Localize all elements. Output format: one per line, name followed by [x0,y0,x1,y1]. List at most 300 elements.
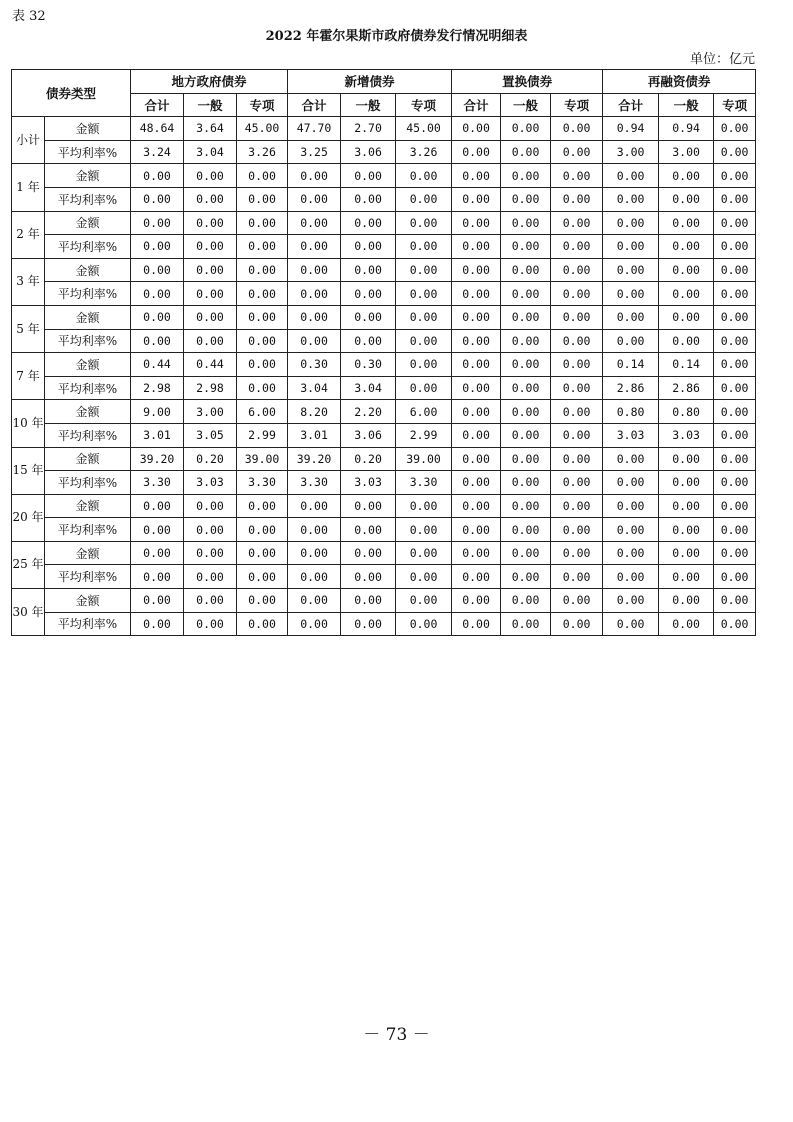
value-cell: 0.00 [551,612,603,636]
value-cell: 0.00 [603,447,659,471]
value-cell: 0.00 [452,235,501,259]
table-row [12,140,756,164]
value-cell: 0.00 [341,235,396,259]
value-cell: 0.00 [551,235,603,259]
value-cell: 2.86 [603,376,659,400]
subheader-cell: 一般 [341,93,396,117]
value-cell: 0.00 [131,518,184,542]
value-cell: 0.00 [452,376,501,400]
value-cell: 0.00 [452,471,501,495]
value-cell: 0.80 [603,400,659,424]
value-cell: 2.70 [341,117,396,141]
value-cell: 0.00 [131,235,184,259]
value-cell: 0.00 [288,258,341,282]
value-cell: 0.00 [184,518,237,542]
page-number: － 73 － [363,1025,430,1045]
value-cell: 0.94 [603,117,659,141]
value-cell: 0.00 [501,211,551,235]
value-cell: 0.00 [551,541,603,565]
value-cell: 0.00 [184,541,237,565]
value-cell: 6.00 [237,400,288,424]
metric-label: 平均利率% [45,187,131,211]
value-cell: 0.00 [714,282,756,306]
table-row [12,565,756,589]
value-cell: 47.70 [288,117,341,141]
value-cell: 0.00 [501,589,551,613]
value-cell: 0.00 [603,305,659,329]
value-cell: 0.00 [603,541,659,565]
value-cell: 0.00 [341,518,396,542]
subheader-cell: 合计 [452,93,501,117]
value-cell: 0.00 [659,329,714,353]
table-row [12,518,756,542]
value-cell: 0.00 [396,305,452,329]
value-cell: 0.00 [714,541,756,565]
value-cell: 0.00 [288,565,341,589]
period-label: 1 年 [12,164,45,211]
value-cell: 48.64 [131,117,184,141]
value-cell: 3.24 [131,140,184,164]
value-cell: 0.00 [131,612,184,636]
value-cell: 0.00 [341,589,396,613]
metric-label: 金额 [45,305,131,329]
value-cell: 3.05 [184,423,237,447]
value-cell: 0.00 [237,518,288,542]
value-cell: 0.00 [714,376,756,400]
table-row [12,258,756,282]
metric-label: 金额 [45,211,131,235]
value-cell: 9.00 [131,400,184,424]
value-cell: 0.00 [603,518,659,542]
metric-label: 平均利率% [45,565,131,589]
value-cell: 0.00 [551,376,603,400]
value-cell: 0.00 [396,353,452,377]
value-cell: 0.00 [452,140,501,164]
value-cell: 0.00 [714,117,756,141]
value-cell: 0.00 [551,187,603,211]
value-cell: 0.00 [501,494,551,518]
value-cell: 3.30 [288,471,341,495]
metric-label: 平均利率% [45,423,131,447]
period-label: 25 年 [12,541,45,588]
table-row [12,164,756,188]
value-cell: 0.00 [603,258,659,282]
value-cell: 0.00 [501,541,551,565]
value-cell: 0.00 [501,164,551,188]
value-cell: 0.00 [452,211,501,235]
value-cell: 0.00 [396,282,452,306]
value-cell: 0.44 [131,353,184,377]
value-cell: 3.26 [396,140,452,164]
value-cell: 3.64 [184,117,237,141]
value-cell: 0.00 [501,471,551,495]
value-cell: 0.00 [501,612,551,636]
value-cell: 0.00 [603,235,659,259]
value-cell: 0.00 [551,258,603,282]
value-cell: 0.00 [551,164,603,188]
table-row [12,211,756,235]
value-cell: 0.00 [659,471,714,495]
value-cell: 2.98 [131,376,184,400]
value-cell: 0.00 [452,400,501,424]
metric-label: 平均利率% [45,282,131,306]
value-cell: 0.00 [237,258,288,282]
value-cell: 39.00 [396,447,452,471]
value-cell: 0.00 [551,282,603,306]
value-cell: 0.00 [237,353,288,377]
value-cell: 0.00 [603,471,659,495]
value-cell: 0.00 [237,541,288,565]
value-cell: 3.04 [184,140,237,164]
value-cell: 0.00 [184,187,237,211]
table-row [12,471,756,495]
value-cell: 0.00 [341,258,396,282]
value-cell: 3.04 [288,376,341,400]
value-cell: 3.06 [341,140,396,164]
value-cell: 0.00 [396,258,452,282]
value-cell: 0.80 [659,400,714,424]
value-cell: 0.00 [551,471,603,495]
metric-label: 金额 [45,117,131,141]
value-cell: 0.00 [714,612,756,636]
value-cell: 6.00 [396,400,452,424]
value-cell: 0.00 [501,140,551,164]
value-cell: 2.20 [341,400,396,424]
value-cell: 3.30 [396,471,452,495]
value-cell: 0.00 [131,187,184,211]
value-cell: 0.00 [659,541,714,565]
value-cell: 0.00 [288,305,341,329]
value-cell: 0.00 [551,400,603,424]
value-cell: 0.00 [396,376,452,400]
value-cell: 0.00 [396,589,452,613]
value-cell: 0.00 [603,494,659,518]
value-cell: 0.00 [659,164,714,188]
value-cell: 0.00 [551,494,603,518]
value-cell: 0.00 [603,282,659,306]
value-cell: 0.00 [714,187,756,211]
value-cell: 0.00 [501,235,551,259]
table-row [12,447,756,471]
value-cell: 0.00 [341,282,396,306]
value-cell: 0.00 [452,423,501,447]
value-cell: 0.44 [184,353,237,377]
value-cell: 0.00 [288,235,341,259]
value-cell: 0.00 [714,353,756,377]
period-label: 3 年 [12,258,45,305]
value-cell: 3.03 [184,471,237,495]
period-label: 小计 [12,117,45,164]
value-cell: 0.00 [714,589,756,613]
value-cell: 0.20 [184,447,237,471]
value-cell: 0.00 [184,305,237,329]
value-cell: 0.00 [396,565,452,589]
value-cell: 0.00 [452,353,501,377]
value-cell: 0.00 [184,282,237,306]
value-cell: 0.00 [714,140,756,164]
value-cell: 0.00 [551,423,603,447]
value-cell: 0.00 [714,471,756,495]
table-row [12,305,756,329]
corner-header: 债券类型 [12,70,131,117]
value-cell: 0.00 [501,376,551,400]
subheader-cell: 一般 [184,93,237,117]
value-cell: 0.00 [237,305,288,329]
value-cell: 0.00 [452,565,501,589]
value-cell: 0.00 [452,187,501,211]
value-cell: 0.00 [288,541,341,565]
table-row [12,353,756,377]
period-label: 30 年 [12,589,45,636]
metric-label: 金额 [45,447,131,471]
group-header: 再融资债券 [603,70,756,94]
value-cell: 0.00 [288,164,341,188]
metric-label: 金额 [45,400,131,424]
value-cell: 0.00 [237,329,288,353]
value-cell: 0.00 [659,447,714,471]
value-cell: 3.25 [288,140,341,164]
value-cell: 3.00 [184,400,237,424]
value-cell: 0.00 [714,565,756,589]
value-cell: 0.00 [551,589,603,613]
value-cell: 0.00 [341,565,396,589]
subheader-cell: 合计 [288,93,341,117]
bond-issuance-table [11,69,756,636]
subheader-cell: 合计 [131,93,184,117]
value-cell: 0.00 [452,589,501,613]
metric-label: 金额 [45,164,131,188]
value-cell: 0.00 [396,541,452,565]
metric-label: 金额 [45,589,131,613]
value-cell: 0.00 [714,164,756,188]
value-cell: 0.14 [603,353,659,377]
value-cell: 0.00 [714,423,756,447]
value-cell: 0.00 [603,589,659,613]
table-row [12,494,756,518]
value-cell: 3.30 [237,471,288,495]
value-cell: 0.00 [184,258,237,282]
value-cell: 0.00 [396,329,452,353]
table-row [12,541,756,565]
value-cell: 0.00 [396,164,452,188]
value-cell: 0.00 [452,117,501,141]
value-cell: 0.00 [237,164,288,188]
value-cell: 39.20 [288,447,341,471]
value-cell: 0.00 [714,447,756,471]
value-cell: 0.00 [603,164,659,188]
value-cell: 3.01 [288,423,341,447]
subheader-cell: 合计 [603,93,659,117]
value-cell: 0.00 [237,211,288,235]
value-cell: 0.00 [237,187,288,211]
value-cell: 0.00 [288,589,341,613]
value-cell: 0.00 [501,565,551,589]
value-cell: 0.00 [501,305,551,329]
metric-label: 平均利率% [45,140,131,164]
value-cell: 0.00 [131,565,184,589]
value-cell: 0.00 [452,494,501,518]
metric-label: 平均利率% [45,235,131,259]
metric-label: 平均利率% [45,612,131,636]
subheader-cell: 专项 [396,93,452,117]
value-cell: 39.20 [131,447,184,471]
value-cell: 0.30 [288,353,341,377]
value-cell: 39.00 [237,447,288,471]
value-cell: 0.00 [603,187,659,211]
table-row [12,282,756,306]
value-cell: 3.03 [341,471,396,495]
value-cell: 3.06 [341,423,396,447]
value-cell: 0.00 [288,329,341,353]
value-cell: 0.00 [341,541,396,565]
table-number: 表 32 [12,9,46,24]
metric-label: 金额 [45,258,131,282]
value-cell: 45.00 [396,117,452,141]
value-cell: 0.00 [341,494,396,518]
value-cell: 0.00 [659,305,714,329]
value-cell: 2.99 [237,423,288,447]
value-cell: 0.00 [501,400,551,424]
period-label: 7 年 [12,353,45,400]
value-cell: 0.00 [131,282,184,306]
value-cell: 0.00 [714,494,756,518]
value-cell: 0.00 [341,329,396,353]
value-cell: 0.00 [341,187,396,211]
value-cell: 0.00 [714,329,756,353]
table-row [12,589,756,613]
value-cell: 0.00 [714,258,756,282]
value-cell: 0.00 [396,235,452,259]
value-cell: 0.00 [659,258,714,282]
value-cell: 0.00 [603,565,659,589]
value-cell: 0.00 [131,211,184,235]
document-title: 2022 年霍尔果斯市政府债券发行情况明细表 [265,29,528,44]
value-cell: 0.00 [714,518,756,542]
table-row [12,400,756,424]
value-cell: 0.00 [131,164,184,188]
value-cell: 0.00 [501,329,551,353]
value-cell: 0.00 [237,494,288,518]
value-cell: 2.86 [659,376,714,400]
value-cell: 0.00 [184,211,237,235]
value-cell: 3.04 [341,376,396,400]
value-cell: 0.00 [501,518,551,542]
value-cell: 0.00 [452,541,501,565]
value-cell: 0.00 [184,494,237,518]
value-cell: 0.00 [184,329,237,353]
value-cell: 0.00 [452,305,501,329]
value-cell: 0.00 [659,494,714,518]
value-cell: 0.00 [501,117,551,141]
value-cell: 0.00 [131,329,184,353]
value-cell: 0.00 [501,187,551,211]
value-cell: 0.00 [184,164,237,188]
value-cell: 0.00 [501,282,551,306]
metric-label: 平均利率% [45,471,131,495]
period-label: 10 年 [12,400,45,447]
value-cell: 0.00 [714,305,756,329]
table-row [12,235,756,259]
value-cell: 0.00 [452,518,501,542]
value-cell: 0.00 [237,612,288,636]
value-cell: 3.30 [131,471,184,495]
value-cell: 0.94 [659,117,714,141]
value-cell: 0.00 [288,282,341,306]
group-header-row [12,70,756,94]
value-cell: 0.14 [659,353,714,377]
value-cell: 0.00 [452,447,501,471]
value-cell: 3.03 [659,423,714,447]
period-label: 20 年 [12,494,45,541]
metric-label: 金额 [45,494,131,518]
value-cell: 0.00 [714,400,756,424]
value-cell: 0.00 [551,447,603,471]
value-cell: 3.00 [603,140,659,164]
value-cell: 0.00 [396,187,452,211]
value-cell: 0.00 [131,494,184,518]
table-row [12,117,756,141]
value-cell: 0.00 [237,565,288,589]
subheader-cell: 专项 [551,93,603,117]
value-cell: 0.00 [603,329,659,353]
value-cell: 0.00 [659,565,714,589]
value-cell: 2.98 [184,376,237,400]
value-cell: 0.00 [603,612,659,636]
value-cell: 0.00 [714,235,756,259]
value-cell: 0.00 [551,565,603,589]
value-cell: 0.00 [551,353,603,377]
value-cell: 2.99 [396,423,452,447]
value-cell: 0.00 [131,258,184,282]
subheader-cell: 一般 [501,93,551,117]
value-cell: 0.00 [452,282,501,306]
value-cell: 0.00 [131,589,184,613]
unit-label: 单位：亿元 [689,52,755,67]
metric-label: 金额 [45,353,131,377]
subheader-cell: 一般 [659,93,714,117]
value-cell: 0.00 [237,589,288,613]
period-label: 2 年 [12,211,45,258]
table-row [12,423,756,447]
table-row [12,329,756,353]
value-cell: 0.00 [396,211,452,235]
metric-label: 平均利率% [45,376,131,400]
value-cell: 0.00 [452,329,501,353]
value-cell: 0.00 [452,164,501,188]
value-cell: 0.00 [551,329,603,353]
value-cell: 0.00 [237,376,288,400]
table-row [12,612,756,636]
value-cell: 0.00 [184,589,237,613]
value-cell: 0.00 [501,447,551,471]
metric-label: 平均利率% [45,518,131,542]
value-cell: 3.03 [603,423,659,447]
metric-label: 金额 [45,541,131,565]
value-cell: 0.00 [551,518,603,542]
value-cell: 0.00 [551,211,603,235]
value-cell: 0.00 [659,211,714,235]
value-cell: 0.00 [396,612,452,636]
period-label: 5 年 [12,305,45,352]
table-row [12,187,756,211]
value-cell: 0.00 [288,612,341,636]
value-cell: 0.00 [131,305,184,329]
value-cell: 0.00 [288,518,341,542]
value-cell: 0.00 [396,494,452,518]
value-cell: 0.00 [501,423,551,447]
value-cell: 0.00 [659,282,714,306]
value-cell: 3.01 [131,423,184,447]
